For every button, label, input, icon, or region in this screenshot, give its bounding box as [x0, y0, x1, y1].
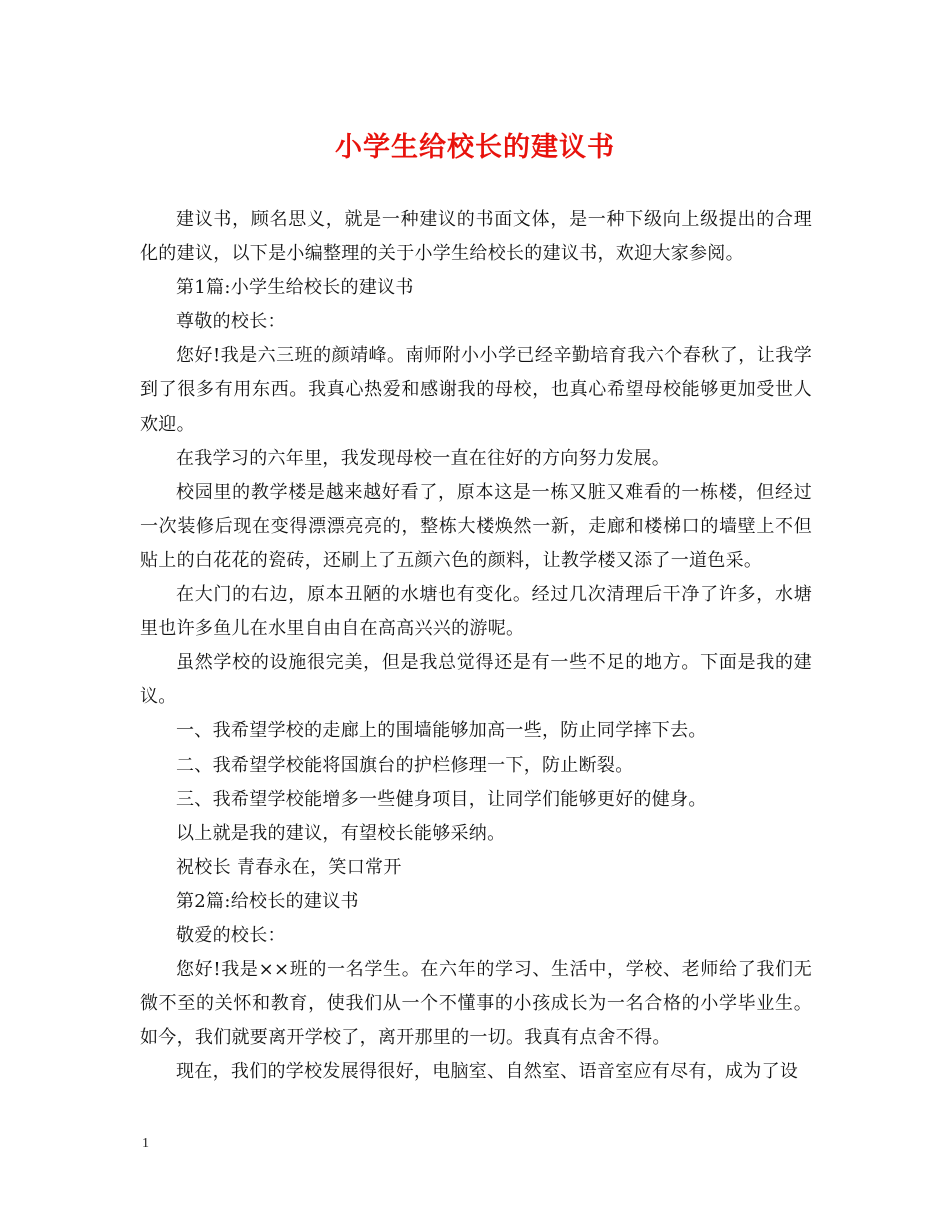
paragraph: 虽然学校的设施很完美，但是我总觉得还是有一些不足的地方。下面是我的建议。: [140, 652, 812, 708]
suggestion-item-1: 一、我希望学校的走廊上的围墙能够加高一些，防止同学摔下去。: [176, 720, 707, 742]
paragraph: 在我学习的六年里，我发现母校一直在往好的方向努力发展。: [176, 447, 671, 469]
paragraph: 现在，我们的学校发展得很好，电脑室、自然室、语音室应有尽有，成为了设: [176, 1061, 799, 1083]
paragraph: 以上就是我的建议，有望校长能够采纳。: [176, 822, 506, 844]
section-heading-2: 第2篇:给校长的建议书: [176, 890, 359, 912]
document-body: [140, 203, 812, 1089]
paragraph: 您好!我是六三班的颜靖峰。南师附小小学已经辛勤培育我六个春秋了，让我学到了很多有用东西。我真心热爱和感谢我的母校，也真心希望母校能够更加受世人欢迎。: [140, 345, 812, 435]
paragraph: 校园里的教学楼是越来越好看了，原本这是一栋又脏又难看的一栋楼，但经过一次装修后现在变得漂漂亮亮的，整栋大楼焕然一新，走廊和楼梯口的墙壁上不但贴上的白花花的瓷砖，还刷上了五颜六色的颜料，让教学楼又添了一道色采。: [140, 481, 812, 571]
closing-wish: 祝校长 青春永在，笑口常开: [176, 856, 402, 878]
suggestion-item-3: 三、我希望学校能增多一些健身项目，让同学们能够更好的健身。: [176, 788, 707, 810]
paragraph: 在大门的右边，原本丑陋的水塘也有变化。经过几次清理后干净了许多，水塘里也许多鱼儿在水里自由自在高高兴兴的游呢。: [140, 584, 812, 640]
paragraph: 您好!我是××班的一名学生。在六年的学习、生活中，学校、老师给了我们无微不至的关怀和教育，使我们从一个不懂事的小孩成长为一名合格的小学毕业生。如今，我们就要离开学校了，离开那里的一切。我真有点舍不得。: [140, 959, 812, 1049]
page-number: 1: [142, 1136, 149, 1151]
suggestion-item-2: 二、我希望学校能将国旗台的护栏修理一下，防止断裂。: [176, 754, 634, 776]
section-heading-1: 第1篇:小学生给校长的建议书: [176, 277, 414, 299]
paragraph-intro: 建议书，顾名思义，就是一种建议的书面文体，是一种下级向上级提出的合理化的建议，以下是小编整理的关于小学生给校长的建议书，欢迎大家参阅。: [140, 209, 812, 265]
salutation-2: 敬爱的校长：: [176, 924, 286, 946]
document-title: 小学生给校长的建议书: [335, 132, 615, 163]
salutation-1: 尊敬的校长：: [176, 311, 286, 333]
